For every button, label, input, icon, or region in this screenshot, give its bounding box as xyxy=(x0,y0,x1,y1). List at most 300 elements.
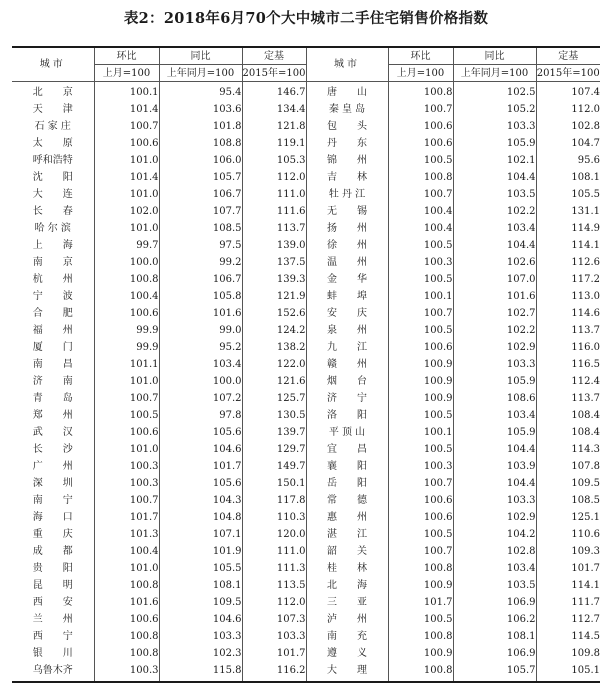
table-row xyxy=(12,169,600,186)
mom-value-cell: 100.9 xyxy=(388,356,453,373)
city-name-cell: 南 宁 xyxy=(12,492,94,509)
yoy-value-cell: 97.5 xyxy=(159,237,242,254)
city-name-cell: 太 原 xyxy=(12,135,94,152)
mom-value-cell: 99.7 xyxy=(94,237,159,254)
city-name-cell: 惠 州 xyxy=(306,509,388,526)
price-index-table xyxy=(12,46,600,683)
city-name-cell: 岳 阳 xyxy=(306,475,388,492)
yoy-value-cell: 107.1 xyxy=(159,526,242,543)
base-value-cell: 113.5 xyxy=(276,580,306,591)
yoy-value-cell: 104.8 xyxy=(159,509,242,526)
yoy-value-cell: 108.1 xyxy=(453,628,536,645)
base-value-cell: 111.3 xyxy=(276,563,306,574)
base-value-cell: 116.5 xyxy=(571,359,600,370)
mom-value-cell: 100.6 xyxy=(388,339,453,356)
yoy-value-cell: 103.3 xyxy=(453,492,536,509)
city-name-cell: 常 德 xyxy=(306,492,388,509)
city-name-cell: 秦 皇 岛 xyxy=(306,101,388,118)
base-value-cell: 116.2 xyxy=(276,665,306,676)
yoy-value-cell: 104.6 xyxy=(159,611,242,628)
base-value-cell: 103.3 xyxy=(276,631,306,642)
yoy-value-cell: 103.4 xyxy=(453,560,536,577)
header-mom-left: 环比 xyxy=(94,47,159,65)
yoy-value-cell: 103.3 xyxy=(453,118,536,135)
base-value-cell: 101.7 xyxy=(571,563,600,574)
mom-value-cell: 100.7 xyxy=(388,186,453,203)
city-name-cell: 北 海 xyxy=(306,577,388,594)
table-row xyxy=(12,237,600,254)
table-row xyxy=(12,186,600,203)
yoy-value-cell: 105.9 xyxy=(453,373,536,390)
base-value-cell: 105.3 xyxy=(276,155,306,166)
city-name-cell: 湛 江 xyxy=(306,526,388,543)
base-value-cell: 109.5 xyxy=(571,478,600,489)
mom-value-cell: 100.7 xyxy=(388,101,453,118)
base-value-cell: 111.0 xyxy=(276,546,306,557)
yoy-value-cell: 104.4 xyxy=(453,475,536,492)
city-name-cell: 重 庆 xyxy=(12,526,94,543)
table-row xyxy=(12,339,600,356)
base-value-cell: 114.1 xyxy=(571,580,600,591)
city-name-cell: 温 州 xyxy=(306,254,388,271)
base-value-cell: 149.7 xyxy=(276,461,306,472)
base-value-cell: 105.5 xyxy=(571,189,600,200)
yoy-value-cell: 101.6 xyxy=(453,288,536,305)
yoy-value-cell: 103.3 xyxy=(159,628,242,645)
mom-value-cell: 101.7 xyxy=(94,509,159,526)
mom-value-cell: 100.4 xyxy=(388,220,453,237)
base-value-cell: 113.7 xyxy=(571,393,600,404)
yoy-value-cell: 102.9 xyxy=(453,509,536,526)
mom-value-cell: 100.9 xyxy=(388,373,453,390)
yoy-value-cell: 103.5 xyxy=(453,186,536,203)
table-row xyxy=(12,373,600,390)
city-name-cell: 宜 昌 xyxy=(306,441,388,458)
yoy-value-cell: 102.6 xyxy=(453,254,536,271)
table-row xyxy=(12,203,600,220)
table-row xyxy=(12,271,600,288)
yoy-value-cell: 102.2 xyxy=(453,322,536,339)
mom-value-cell: 100.9 xyxy=(388,645,453,662)
yoy-value-cell: 106.0 xyxy=(159,152,242,169)
base-value-cell: 139.7 xyxy=(276,427,306,438)
mom-value-cell: 102.0 xyxy=(94,203,159,220)
city-name-cell: 济 南 xyxy=(12,373,94,390)
yoy-value-cell: 115.8 xyxy=(159,662,242,682)
mom-value-cell: 101.4 xyxy=(94,169,159,186)
city-name-cell: 锦 州 xyxy=(306,152,388,169)
base-value-cell: 125.1 xyxy=(571,512,600,523)
base-value-cell: 139.0 xyxy=(276,240,306,251)
base-value-cell: 130.5 xyxy=(276,410,306,421)
base-value-cell: 105.1 xyxy=(571,665,600,676)
base-value-cell: 112.0 xyxy=(276,172,306,183)
city-name-cell: 兰 州 xyxy=(12,611,94,628)
city-name-cell: 昆 明 xyxy=(12,577,94,594)
city-name-cell: 北 京 xyxy=(12,82,94,102)
city-name-cell: 安 庆 xyxy=(306,305,388,322)
base-value-cell: 152.6 xyxy=(276,308,306,319)
city-name-cell: 广 州 xyxy=(12,458,94,475)
header-base-base-left: 2015年=100 xyxy=(242,65,306,82)
yoy-value-cell: 103.9 xyxy=(453,458,536,475)
base-value-cell: 138.2 xyxy=(276,342,306,353)
table-row xyxy=(12,101,600,118)
yoy-value-cell: 99.2 xyxy=(159,254,242,271)
base-value-cell: 114.1 xyxy=(571,240,600,251)
mom-value-cell: 100.6 xyxy=(94,611,159,628)
city-name-cell: 大 连 xyxy=(12,186,94,203)
yoy-value-cell: 102.3 xyxy=(159,645,242,662)
city-name-cell: 南 京 xyxy=(12,254,94,271)
yoy-value-cell: 105.9 xyxy=(453,135,536,152)
table-row xyxy=(12,356,600,373)
mom-value-cell: 100.3 xyxy=(94,475,159,492)
base-value-cell: 107.4 xyxy=(571,87,600,98)
city-name-cell: 韶 关 xyxy=(306,543,388,560)
base-value-cell: 125.7 xyxy=(276,393,306,404)
base-value-cell: 95.6 xyxy=(577,155,600,166)
table-body xyxy=(12,82,600,683)
base-value-cell: 107.8 xyxy=(571,461,600,472)
base-value-cell: 117.8 xyxy=(276,495,306,506)
base-value-cell: 119.1 xyxy=(276,138,306,149)
table-row xyxy=(12,458,600,475)
base-value-cell: 113.7 xyxy=(276,223,306,234)
mom-value-cell: 100.3 xyxy=(94,662,159,682)
yoy-value-cell: 105.7 xyxy=(453,662,536,682)
base-value-cell: 134.4 xyxy=(276,104,306,115)
header-base-left: 定基 xyxy=(242,47,306,65)
table-row xyxy=(12,407,600,424)
city-name-cell: 唐 山 xyxy=(306,82,388,102)
mom-value-cell: 100.6 xyxy=(388,509,453,526)
mom-value-cell: 101.7 xyxy=(388,594,453,611)
header-base-right: 定基 xyxy=(536,47,600,65)
mom-value-cell: 100.6 xyxy=(388,492,453,509)
table-row xyxy=(12,322,600,339)
mom-value-cell: 100.3 xyxy=(94,458,159,475)
city-name-cell: 哈 尔 滨 xyxy=(12,220,94,237)
mom-value-cell: 100.8 xyxy=(388,628,453,645)
city-name-cell: 合 肥 xyxy=(12,305,94,322)
mom-value-cell: 100.9 xyxy=(388,390,453,407)
mom-value-cell: 100.5 xyxy=(388,611,453,628)
base-value-cell: 122.0 xyxy=(276,359,306,370)
header-mom-right: 环比 xyxy=(388,47,453,65)
mom-value-cell: 100.6 xyxy=(388,135,453,152)
base-value-cell: 107.3 xyxy=(276,614,306,625)
city-name-cell: 牡 丹 江 xyxy=(306,186,388,203)
mom-value-cell: 100.5 xyxy=(388,407,453,424)
table-row xyxy=(12,560,600,577)
mom-value-cell: 100.5 xyxy=(94,407,159,424)
mom-value-cell: 100.6 xyxy=(388,118,453,135)
header-base-base-right: 2015年=100 xyxy=(536,65,600,82)
mom-value-cell: 99.9 xyxy=(94,339,159,356)
header-city-left: 城市 xyxy=(12,47,94,82)
city-name-cell: 包 头 xyxy=(306,118,388,135)
table-row xyxy=(12,152,600,169)
city-name-cell: 呼和浩特 xyxy=(12,152,94,169)
base-value-cell: 150.1 xyxy=(276,478,306,489)
yoy-value-cell: 101.7 xyxy=(159,458,242,475)
table-row xyxy=(12,509,600,526)
table-header xyxy=(12,47,600,82)
base-value-cell: 114.6 xyxy=(571,308,600,319)
yoy-value-cell: 103.6 xyxy=(159,101,242,118)
mom-value-cell: 100.0 xyxy=(94,254,159,271)
mom-value-cell: 100.4 xyxy=(388,203,453,220)
base-value-cell: 108.4 xyxy=(571,410,600,421)
yoy-value-cell: 102.8 xyxy=(453,543,536,560)
mom-value-cell: 101.0 xyxy=(94,441,159,458)
mom-value-cell: 100.4 xyxy=(94,543,159,560)
base-value-cell: 121.6 xyxy=(276,376,306,387)
yoy-value-cell: 105.5 xyxy=(159,560,242,577)
city-name-cell: 泸 州 xyxy=(306,611,388,628)
city-name-cell: 襄 阳 xyxy=(306,458,388,475)
base-value-cell: 112.6 xyxy=(571,257,600,268)
table-row xyxy=(12,305,600,322)
table-row xyxy=(12,475,600,492)
table-row xyxy=(12,118,600,135)
yoy-value-cell: 108.8 xyxy=(159,135,242,152)
city-name-cell: 洛 阳 xyxy=(306,407,388,424)
yoy-value-cell: 102.1 xyxy=(453,152,536,169)
table-row xyxy=(12,220,600,237)
mom-value-cell: 100.1 xyxy=(388,288,453,305)
table-row xyxy=(12,424,600,441)
yoy-value-cell: 108.6 xyxy=(453,390,536,407)
base-value-cell: 129.7 xyxy=(276,444,306,455)
city-name-cell: 西 宁 xyxy=(12,628,94,645)
city-name-cell: 郑 州 xyxy=(12,407,94,424)
yoy-value-cell: 104.6 xyxy=(159,441,242,458)
header-yoy-right: 同比 xyxy=(453,47,536,65)
base-value-cell: 112.0 xyxy=(276,597,306,608)
mom-value-cell: 100.7 xyxy=(94,118,159,135)
header-yoy-base-right: 上年同月=100 xyxy=(453,65,536,82)
mom-value-cell: 101.0 xyxy=(94,152,159,169)
city-name-cell: 深 圳 xyxy=(12,475,94,492)
base-value-cell: 131.1 xyxy=(571,206,600,217)
mom-value-cell: 100.5 xyxy=(388,152,453,169)
base-value-cell: 117.2 xyxy=(571,274,600,285)
city-name-cell: 徐 州 xyxy=(306,237,388,254)
mom-value-cell: 100.8 xyxy=(388,82,453,102)
base-value-cell: 109.8 xyxy=(571,648,600,659)
city-name-cell: 长 沙 xyxy=(12,441,94,458)
base-value-cell: 114.3 xyxy=(571,444,600,455)
city-name-cell: 南 昌 xyxy=(12,356,94,373)
mom-value-cell: 100.8 xyxy=(94,577,159,594)
mom-value-cell: 101.0 xyxy=(94,220,159,237)
table-row xyxy=(12,543,600,560)
city-name-cell: 长 春 xyxy=(12,203,94,220)
yoy-value-cell: 104.3 xyxy=(159,492,242,509)
city-name-cell: 海 口 xyxy=(12,509,94,526)
table-row xyxy=(12,254,600,271)
table-row xyxy=(12,645,600,662)
mom-value-cell: 101.0 xyxy=(94,560,159,577)
yoy-value-cell: 104.2 xyxy=(453,526,536,543)
city-name-cell: 青 岛 xyxy=(12,390,94,407)
yoy-value-cell: 103.3 xyxy=(453,356,536,373)
table-row xyxy=(12,135,600,152)
mom-value-cell: 100.6 xyxy=(94,424,159,441)
city-name-cell: 贵 阳 xyxy=(12,560,94,577)
yoy-value-cell: 105.6 xyxy=(159,475,242,492)
yoy-value-cell: 107.0 xyxy=(453,271,536,288)
base-value-cell: 113.0 xyxy=(571,291,600,302)
city-name-cell: 赣 州 xyxy=(306,356,388,373)
yoy-value-cell: 106.7 xyxy=(159,271,242,288)
mom-value-cell: 100.8 xyxy=(94,645,159,662)
city-name-cell: 厦 门 xyxy=(12,339,94,356)
header-city-right: 城市 xyxy=(306,47,388,82)
city-name-cell: 金 华 xyxy=(306,271,388,288)
yoy-value-cell: 105.9 xyxy=(453,424,536,441)
city-name-cell: 平 顶 山 xyxy=(306,424,388,441)
base-value-cell: 146.7 xyxy=(276,87,306,98)
city-name-cell: 吉 林 xyxy=(306,169,388,186)
mom-value-cell: 101.0 xyxy=(94,373,159,390)
mom-value-cell: 100.6 xyxy=(94,135,159,152)
base-value-cell: 112.0 xyxy=(571,104,600,115)
table-row xyxy=(12,288,600,305)
base-value-cell: 108.5 xyxy=(571,495,600,506)
yoy-value-cell: 106.7 xyxy=(159,186,242,203)
city-name-cell: 泉 州 xyxy=(306,322,388,339)
yoy-value-cell: 105.7 xyxy=(159,169,242,186)
base-value-cell: 112.7 xyxy=(571,614,600,625)
mom-value-cell: 100.9 xyxy=(388,577,453,594)
base-value-cell: 139.3 xyxy=(276,274,306,285)
base-value-cell: 111.6 xyxy=(276,206,306,217)
yoy-value-cell: 101.6 xyxy=(159,305,242,322)
mom-value-cell: 100.7 xyxy=(388,305,453,322)
base-value-cell: 116.0 xyxy=(571,342,600,353)
header-yoy-base-left: 上年同月=100 xyxy=(159,65,242,82)
yoy-value-cell: 107.7 xyxy=(159,203,242,220)
base-value-cell: 110.3 xyxy=(276,512,306,523)
mom-value-cell: 99.9 xyxy=(94,322,159,339)
mom-value-cell: 100.5 xyxy=(388,322,453,339)
mom-value-cell: 100.8 xyxy=(94,271,159,288)
mom-value-cell: 101.4 xyxy=(94,101,159,118)
city-name-cell: 宁 波 xyxy=(12,288,94,305)
yoy-value-cell: 104.4 xyxy=(453,441,536,458)
base-value-cell: 124.2 xyxy=(276,325,306,336)
yoy-value-cell: 101.9 xyxy=(159,543,242,560)
city-name-cell: 大 理 xyxy=(306,662,388,682)
yoy-value-cell: 106.2 xyxy=(453,611,536,628)
base-value-cell: 113.7 xyxy=(571,325,600,336)
mom-value-cell: 100.8 xyxy=(388,560,453,577)
yoy-value-cell: 105.8 xyxy=(159,288,242,305)
table-row xyxy=(12,82,600,102)
city-name-cell: 杭 州 xyxy=(12,271,94,288)
city-name-cell: 扬 州 xyxy=(306,220,388,237)
base-value-cell: 111.7 xyxy=(571,597,600,608)
city-name-cell: 成 都 xyxy=(12,543,94,560)
mom-value-cell: 100.5 xyxy=(388,441,453,458)
mom-value-cell: 100.5 xyxy=(388,526,453,543)
mom-value-cell: 100.3 xyxy=(388,254,453,271)
mom-value-cell: 100.1 xyxy=(388,424,453,441)
city-name-cell: 沈 阳 xyxy=(12,169,94,186)
city-name-cell: 银 川 xyxy=(12,645,94,662)
header-mom-base-right: 上月=100 xyxy=(388,65,453,82)
yoy-value-cell: 106.9 xyxy=(453,645,536,662)
yoy-value-cell: 109.5 xyxy=(159,594,242,611)
yoy-value-cell: 104.4 xyxy=(453,237,536,254)
table-row xyxy=(12,594,600,611)
base-value-cell: 110.6 xyxy=(571,529,600,540)
mom-value-cell: 101.6 xyxy=(94,594,159,611)
base-value-cell: 109.3 xyxy=(571,546,600,557)
yoy-value-cell: 95.2 xyxy=(159,339,242,356)
mom-value-cell: 100.5 xyxy=(388,237,453,254)
table-row xyxy=(12,390,600,407)
mom-value-cell: 101.0 xyxy=(94,186,159,203)
table-row xyxy=(12,628,600,645)
mom-value-cell: 101.3 xyxy=(94,526,159,543)
base-value-cell: 101.7 xyxy=(276,648,306,659)
mom-value-cell: 100.6 xyxy=(94,305,159,322)
yoy-value-cell: 104.4 xyxy=(453,169,536,186)
yoy-value-cell: 97.8 xyxy=(159,407,242,424)
base-value-cell: 108.4 xyxy=(571,427,600,438)
mom-value-cell: 100.7 xyxy=(388,543,453,560)
table-row xyxy=(12,441,600,458)
base-value-cell: 111.0 xyxy=(276,189,306,200)
yoy-value-cell: 108.5 xyxy=(159,220,242,237)
base-value-cell: 121.9 xyxy=(276,291,306,302)
mom-value-cell: 100.8 xyxy=(388,662,453,682)
base-value-cell: 102.8 xyxy=(571,121,600,132)
table-row xyxy=(12,611,600,628)
yoy-value-cell: 95.4 xyxy=(159,82,242,102)
base-value-cell: 120.0 xyxy=(276,529,306,540)
city-name-cell: 武 汉 xyxy=(12,424,94,441)
base-value-cell: 108.1 xyxy=(571,172,600,183)
mom-value-cell: 100.8 xyxy=(388,169,453,186)
city-name-cell: 三 亚 xyxy=(306,594,388,611)
yoy-value-cell: 100.0 xyxy=(159,373,242,390)
city-name-cell: 桂 林 xyxy=(306,560,388,577)
mom-value-cell: 100.4 xyxy=(94,288,159,305)
table-row xyxy=(12,492,600,509)
table-row xyxy=(12,662,600,682)
base-value-cell: 104.7 xyxy=(571,138,600,149)
yoy-value-cell: 99.0 xyxy=(159,322,242,339)
city-name-cell: 烟 台 xyxy=(306,373,388,390)
yoy-value-cell: 103.4 xyxy=(453,220,536,237)
mom-value-cell: 100.7 xyxy=(94,390,159,407)
header-mom-base-left: 上月=100 xyxy=(94,65,159,82)
city-name-cell: 上 海 xyxy=(12,237,94,254)
city-name-cell: 蚌 埠 xyxy=(306,288,388,305)
header-yoy-left: 同比 xyxy=(159,47,242,65)
yoy-value-cell: 102.5 xyxy=(453,82,536,102)
base-value-cell: 137.5 xyxy=(276,257,306,268)
base-value-cell: 121.8 xyxy=(276,121,306,132)
base-value-cell: 114.9 xyxy=(571,223,600,234)
city-name-cell: 福 州 xyxy=(12,322,94,339)
city-name-cell: 西 安 xyxy=(12,594,94,611)
